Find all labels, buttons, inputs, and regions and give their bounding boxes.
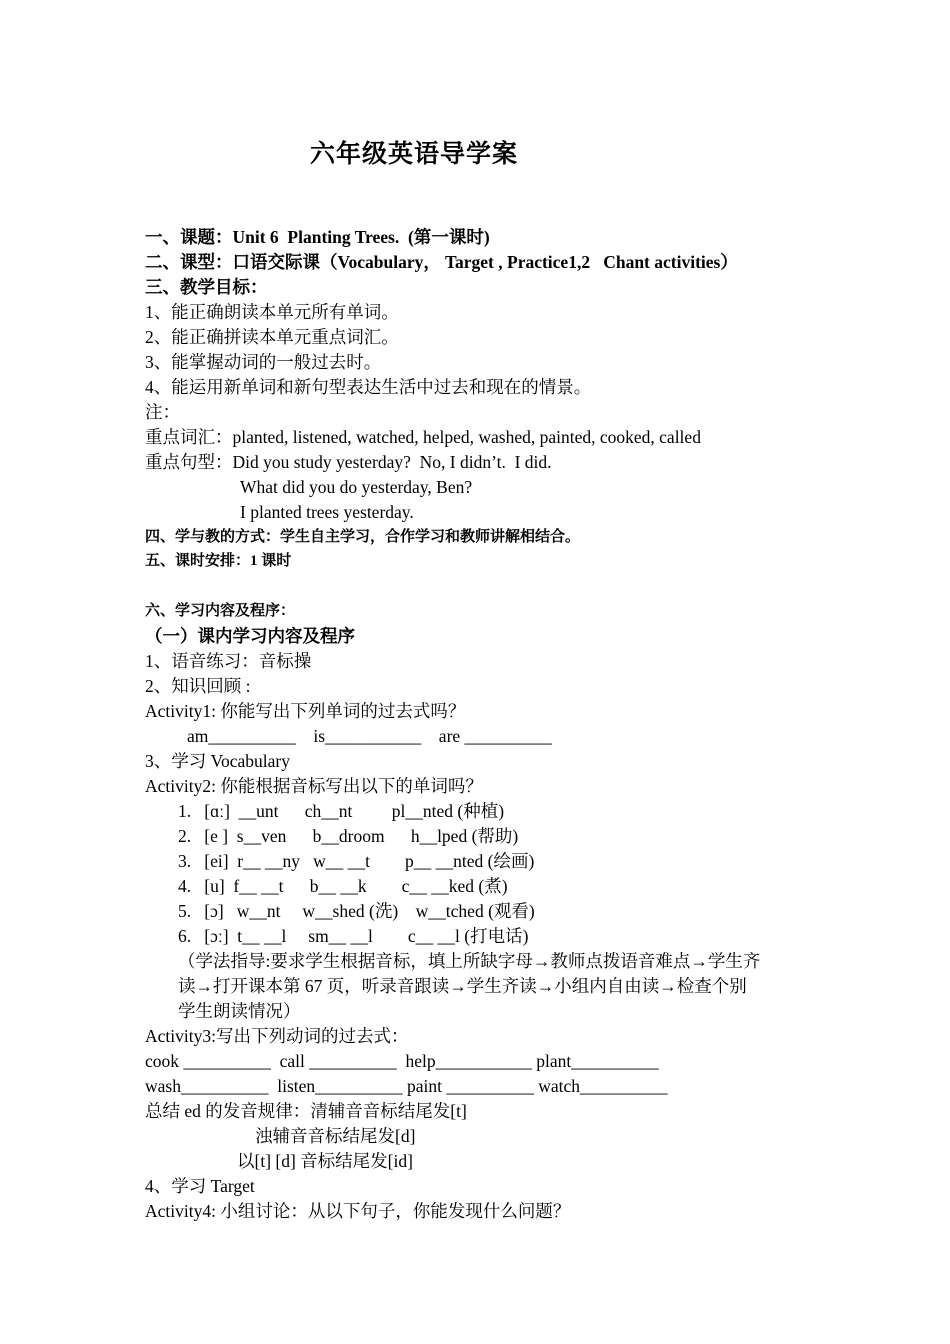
section-six-heading: 六、学习内容及程序： bbox=[145, 603, 296, 619]
activity-heading: Activity2: 你能根据音标写出以下的单词吗？ bbox=[145, 776, 483, 796]
note-label: 注： bbox=[145, 402, 180, 422]
step-heading: 4、学习 Target bbox=[145, 1176, 255, 1196]
phonetics-item: 1. [ɑː] __unt ch__nt pl__nted (种植) bbox=[178, 801, 505, 821]
teaching-method-line: 四、学与教的方式：学生自主学习，合作学习和教师讲解相结合。 bbox=[145, 529, 581, 545]
fill-in-line: am__________ is___________ are __________ bbox=[187, 726, 553, 746]
objective-item: 1、能正确朗读本单元所有单词。 bbox=[145, 302, 399, 322]
activity-heading: Activity1: 你能写出下列单词的过去式吗？ bbox=[145, 701, 466, 721]
key-sentence: I planted trees yesterday. bbox=[240, 502, 414, 522]
phonetics-item: 4. [u] f__ __t b__ __k c__ __ked (煮) bbox=[178, 876, 508, 896]
activity-heading: Activity3:写出下列动词的过去式： bbox=[145, 1026, 409, 1046]
lesson-type-line: 二、课型：口语交际课（Vocabulary， Target , Practice1,2 Chant activities） bbox=[145, 252, 738, 272]
ed-rule-line: 浊辅音音标结尾发[d] bbox=[255, 1126, 416, 1146]
key-vocabulary: 重点词汇：planted, listened, watched, helped, washed, painted, cooked, called bbox=[145, 427, 701, 447]
phonetics-item: 2. [e ] s__ven b__droom h__lped (帮助) bbox=[178, 826, 519, 846]
fill-in-line: cook __________ call __________ help___________ plant__________ bbox=[145, 1051, 659, 1071]
phonetics-item: 6. [ɔː] t__ __l sm__ __l c__ __l (打电话) bbox=[178, 926, 529, 946]
objective-item: 4、能运用新单词和新句型表达生活中过去和现在的情景。 bbox=[145, 377, 592, 397]
subsection-heading: （一）课内学习内容及程序 bbox=[145, 626, 355, 646]
step-heading: 3、学习 Vocabulary bbox=[145, 751, 290, 771]
schedule-line: 五、课时安排：1 课时 bbox=[145, 553, 292, 569]
document-title: 六年级英语导学案 bbox=[310, 141, 519, 168]
activity-heading: Activity4: 小组讨论：从以下句子，你能发现什么问题？ bbox=[145, 1201, 571, 1221]
topic-line: 一、课题：Unit 6 Planting Trees. (第一课时) bbox=[145, 227, 490, 247]
objective-item: 3、能掌握动词的一般过去时。 bbox=[145, 352, 382, 372]
phonetics-item: 3. [ei] r__ __ny w__ __t p__ __nted (绘画) bbox=[178, 851, 535, 871]
ed-rule-line: 总结 ed 的发音规律：清辅音音标结尾发[t] bbox=[145, 1101, 467, 1121]
key-sentence: 重点句型：Did you study yesterday? No, I didn’t. I did. bbox=[145, 452, 552, 472]
method-guide: 学生朗读情况） bbox=[178, 1001, 301, 1021]
ed-rule-line: 以[t] [d] 音标结尾发[id] bbox=[237, 1151, 413, 1171]
phonetics-item: 5. [ɔ] w__nt w__shed (洗) w__tched (观看) bbox=[178, 901, 535, 921]
objective-item: 2、能正确拼读本单元重点词汇。 bbox=[145, 327, 399, 347]
objectives-heading: 三、教学目标： bbox=[145, 277, 268, 297]
fill-in-line: wash__________ listen__________ paint __________ watch__________ bbox=[145, 1076, 668, 1096]
method-guide: （学法指导:要求学生根据音标，填上所缺字母→教师点拨语音难点→学生齐 bbox=[178, 951, 761, 971]
step-heading: 1、语音练习：音标操 bbox=[145, 651, 312, 671]
key-sentence: What did you do yesterday, Ben? bbox=[240, 477, 473, 497]
method-guide: 读→打开课本第 67 页，听录音跟读→学生齐读→小组内自由读→检查个别 bbox=[178, 976, 747, 996]
step-heading: 2、知识回顾 : bbox=[145, 676, 251, 696]
